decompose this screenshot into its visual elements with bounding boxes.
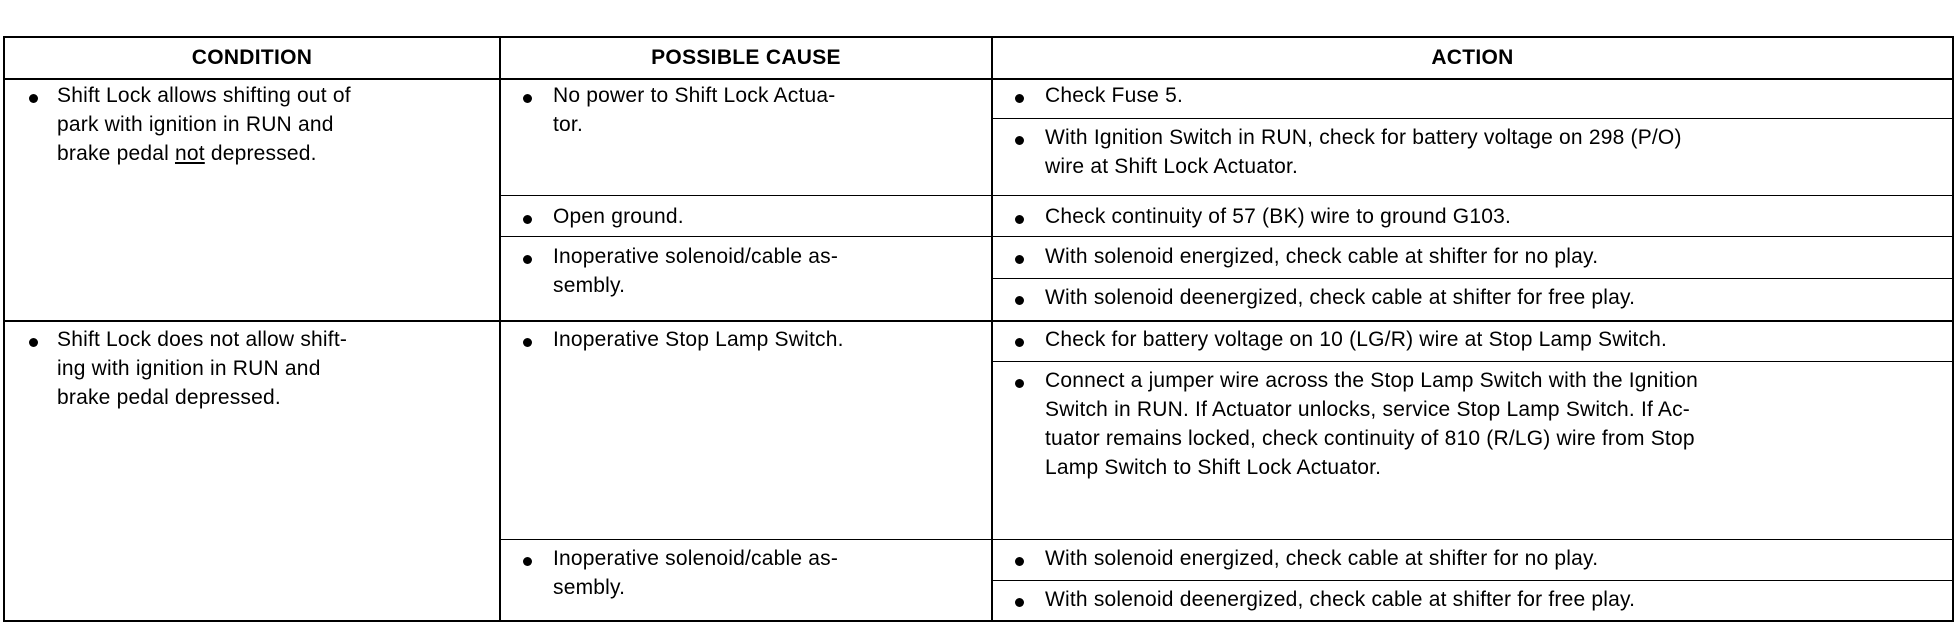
bullet-icon (523, 338, 532, 347)
condition-line: Shift Lock allows shifting out of (57, 84, 351, 107)
header-condition: CONDITION (191, 46, 313, 69)
cause-line: sembly. (553, 274, 626, 297)
bullet-icon (523, 557, 532, 566)
bullet-icon (1015, 94, 1024, 103)
condition-cell (5, 326, 499, 426)
condition-line: Shift Lock does not allow shift- (57, 328, 348, 351)
action-line: Check Fuse 5. (1045, 84, 1183, 107)
cause-line: Inoperative Stop Lamp Switch. (553, 328, 844, 351)
bullet-icon (1015, 338, 1024, 347)
action-cell (993, 124, 1952, 184)
action-divider (501, 539, 1952, 540)
bullet-icon (523, 255, 532, 264)
bullet-icon (1015, 296, 1024, 305)
action-divider (501, 236, 1952, 237)
bullet-icon (1015, 379, 1024, 388)
bullet-icon (1015, 136, 1024, 145)
condition-line: brake pedal not depressed. (57, 142, 317, 165)
bullet-icon (523, 94, 532, 103)
action-line: tuator remains locked, check continuity of 810 (R/LG) wire from Stop (1045, 427, 1695, 450)
action-cell (993, 284, 1952, 314)
action-line: wire at Shift Lock Actuator. (1045, 155, 1299, 178)
cause-cell (501, 326, 991, 356)
action-line: With solenoid energized, check cable at shifter for no play. (1045, 547, 1599, 570)
action-divider (993, 580, 1952, 581)
row-divider (5, 320, 1952, 322)
cause-line: Inoperative solenoid/cable as- (553, 245, 839, 268)
cause-line: No power to Shift Lock Actua- (553, 84, 836, 107)
bullet-icon (523, 215, 532, 224)
action-line: Connect a jumper wire across the Stop Lamp Switch with the Ignition (1045, 369, 1699, 392)
bullet-icon (29, 94, 38, 103)
cause-cell (501, 545, 991, 605)
action-cell (993, 326, 1952, 356)
condition-line: brake pedal depressed. (57, 386, 281, 409)
cause-cell (501, 243, 991, 303)
header-divider (5, 78, 1952, 80)
cause-cell (501, 203, 991, 233)
emphasis-text: not (174, 142, 205, 165)
action-divider (993, 361, 1952, 362)
header-action: ACTION (1431, 46, 1514, 69)
cause-line: sembly. (553, 576, 626, 599)
header-possible-cause: POSSIBLE CAUSE (651, 46, 841, 69)
condition-line: ing with ignition in RUN and (57, 357, 321, 380)
action-line: With solenoid deenergized, check cable at shifter for free play. (1045, 588, 1636, 611)
condition-line: park with ignition in RUN and (57, 113, 334, 136)
action-cell (993, 203, 1952, 233)
cause-line: tor. (553, 113, 583, 136)
action-cell (993, 545, 1952, 575)
action-divider (993, 118, 1952, 119)
bullet-icon (29, 338, 38, 347)
action-line: With Ignition Switch in RUN, check for battery voltage on 298 (P/O) (1045, 126, 1682, 149)
bullet-icon (1015, 255, 1024, 264)
action-line: Switch in RUN. If Actuator unlocks, service Stop Lamp Switch. If Ac- (1045, 398, 1691, 421)
action-cell (993, 82, 1952, 112)
action-line: Lamp Switch to Shift Lock Actuator. (1045, 456, 1382, 479)
cause-line: Inoperative solenoid/cable as- (553, 547, 839, 570)
bullet-icon (1015, 215, 1024, 224)
troubleshooting-table (3, 36, 1954, 622)
action-cell (993, 243, 1952, 273)
action-cell (993, 586, 1952, 616)
action-line: With solenoid energized, check cable at shifter for no play. (1045, 245, 1599, 268)
condition-cell (5, 82, 499, 282)
action-cell (993, 367, 1952, 487)
action-line: Check for battery voltage on 10 (LG/R) wire at Stop Lamp Switch. (1045, 328, 1668, 351)
action-line: With solenoid deenergized, check cable at shifter for free play. (1045, 286, 1636, 309)
cause-cell (501, 82, 991, 142)
cause-line: Open ground. (553, 205, 684, 228)
action-line: Check continuity of 57 (BK) wire to ground G103. (1045, 205, 1512, 228)
bullet-icon (1015, 598, 1024, 607)
action-divider (501, 195, 1952, 196)
bullet-icon (1015, 557, 1024, 566)
action-divider (993, 278, 1952, 279)
